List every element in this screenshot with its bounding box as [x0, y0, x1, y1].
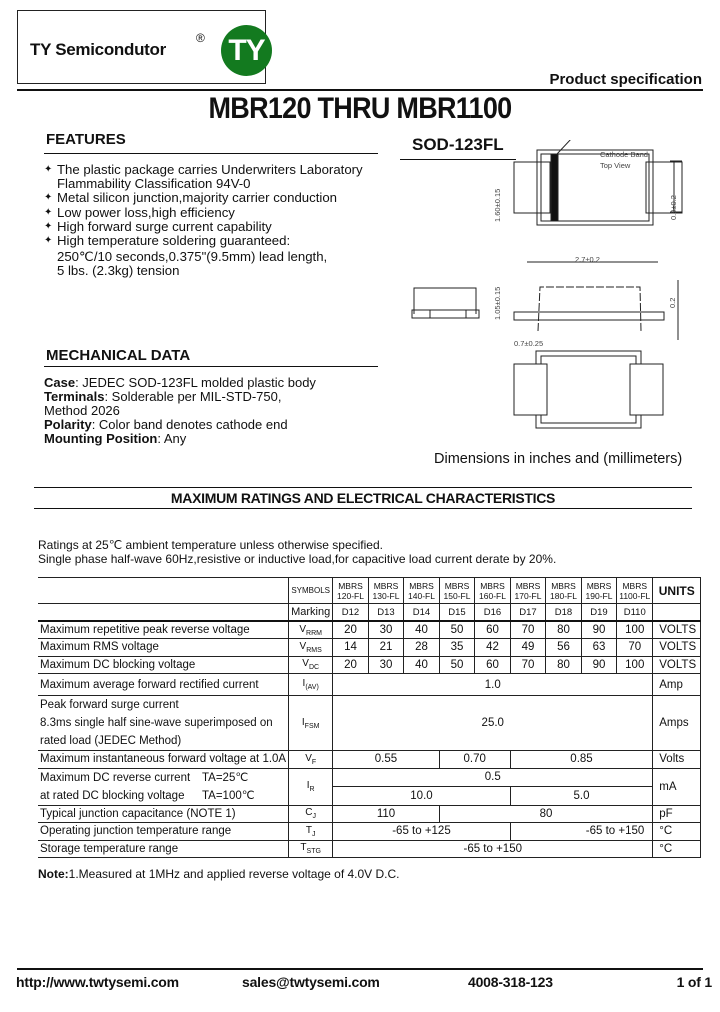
feature-item: ✦ Metal silicon junction,majority carrier conduction	[44, 190, 337, 206]
table-row-ifsm: Peak forward surge current 8.3ms single half sine-wave superimposed on rated load (JEDEC Method) $I_{FSM}$ 25.0 Amps	[38, 696, 701, 751]
symbol-vrrm: $V_{RRM}$	[289, 621, 333, 639]
bullet-icon: ✦	[44, 206, 53, 218]
marking-code: D16	[475, 604, 511, 622]
marking-code: D15	[439, 604, 475, 622]
table-row-ir-25: Maximum DC reverse current TA=25℃ at rated DC blocking voltage TA=100℃ $I_R$ 0.5 mA	[38, 768, 701, 787]
registered-mark: ®	[196, 31, 205, 45]
body-height-dim: 1.05±0.15	[493, 286, 502, 320]
table-row-ir-100: 10.0 5.0	[38, 787, 701, 806]
lead-width-dim: 0.9±0.2	[669, 195, 678, 220]
bullet-icon: ✦	[44, 235, 53, 247]
features-list	[44, 163, 363, 279]
symbol-iav: $I_{(AV)}$	[289, 674, 333, 696]
marking-code: D110	[617, 604, 653, 622]
ratings-bottom-rule	[34, 508, 692, 509]
mechanical-data	[44, 376, 316, 446]
symbols-header: SYMBOLS	[289, 578, 333, 604]
bullet-icon: ✦	[44, 220, 53, 232]
mech-case: Case: JEDEC SOD-123FL molded plastic body	[44, 375, 316, 390]
cathode-band-label: Cathode Band	[600, 150, 648, 159]
phone-number: 4008-318-123	[468, 974, 553, 990]
table-row-vf: Maximum instantaneous forward voltage at 1.0A $V_F$ 0.55 0.70 0.85 Volts	[38, 751, 701, 769]
dimensions-caption: Dimensions in inches and (millimeters)	[434, 451, 683, 467]
company-name: TY Semicondutor	[30, 40, 166, 59]
package-outline-drawing	[390, 140, 710, 460]
part-header: MBRS 150-FL	[439, 578, 475, 604]
page-number: 1 of 1	[676, 974, 712, 990]
package-name: SOD-123FL	[412, 135, 504, 154]
feature-item: ✦ Low power loss,high efficiency	[44, 204, 235, 220]
website-link[interactable]: http://www.twtysemi.com	[16, 974, 179, 990]
symbol-vrms: $V_{RMS}$	[289, 639, 333, 657]
symbol-cj: $C_J$	[289, 805, 333, 823]
marking-code: D13	[368, 604, 404, 622]
feature-item-cont: 5 lbs. (2.3kg) tension	[57, 263, 180, 279]
lead-length-dim: 0.7±0.25	[514, 339, 544, 348]
bullet-icon: ✦	[44, 192, 53, 204]
table-row-tj: Operating junction temperature range $T_J$ -65 to +125 -65 to +150 °C	[38, 823, 701, 841]
ratings-conditions: Ratings at 25℃ ambient temperature unless otherwise specified. Single phase half-wave 60Hz,resistive or inductive load,for capacitive load current derate by 20%.	[38, 538, 557, 566]
feature-item: ✦ High forward surge current capability	[44, 218, 272, 234]
table-row-vdc: Maximum DC blocking voltage $V_{DC}$ 20 30 40 50 60 70 80 90 100 VOLTS	[38, 656, 701, 674]
symbol-vf: $V_F$	[289, 751, 333, 769]
part-header: MBRS 1100-FL	[617, 578, 653, 604]
marking-row	[38, 604, 701, 622]
table-note: Note:1.Measured at 1MHz and applied reverse voltage of 4.0V D.C.	[38, 867, 400, 881]
ty-logo-icon: TY	[221, 25, 272, 76]
feature-item-cont: 250℃/10 seconds,0.375"(9.5mm) lead length,	[57, 249, 328, 265]
footer-divider	[17, 968, 703, 970]
header-divider	[17, 89, 703, 91]
ratings-heading: MAXIMUM RATINGS AND ELECTRICAL CHARACTERISTICS	[170, 490, 556, 506]
symbol-ir: $I_R$	[289, 768, 333, 805]
top-view-label: Top View	[600, 161, 631, 170]
part-header: MBRS 130-FL	[368, 578, 404, 604]
logo-box	[17, 10, 266, 84]
table-row-iav: Maximum average forward rectified current $I_{(AV)}$ 1.0 Amp	[38, 674, 701, 696]
units-header: UNITS	[653, 578, 701, 604]
marking-code: D17	[510, 604, 546, 622]
table-row-vrrm: Maximum repetitive peak reverse voltage $V_{RRM}$ 20 30 40 50 60 70 80 90 100 VOLTS	[38, 621, 701, 639]
mech-mounting: Mounting Position: Any	[44, 431, 187, 446]
part-header: MBRS 190-FL	[581, 578, 617, 604]
marking-code: D18	[546, 604, 582, 622]
marking-code: D12	[333, 604, 369, 622]
mechanical-rule	[44, 366, 378, 367]
ratings-table	[38, 577, 701, 858]
mech-method: Method 2026	[44, 403, 120, 418]
symbol-tstg: $T_{STG}$	[289, 840, 333, 858]
table-header-row	[38, 578, 701, 604]
features-rule	[44, 153, 378, 154]
mech-polarity: Polarity: Color band denotes cathode end	[44, 417, 288, 432]
mech-terminals: Terminals: Solderable per MIL-STD-750,	[44, 389, 282, 404]
bullet-icon: ✦	[44, 164, 53, 175]
page-title: MBR120 THRU MBR1100	[208, 92, 512, 125]
length-dim: 2.7±0.2	[575, 255, 600, 264]
part-header: MBRS 120-FL	[333, 578, 369, 604]
feature-item-cont: Flammability Classification 94V-0	[57, 176, 251, 192]
email-link[interactable]: sales@twtysemi.com	[242, 974, 380, 990]
product-specification-label: Product specification	[549, 71, 702, 88]
marking-code: D14	[404, 604, 440, 622]
table-row-tstg: Storage temperature range $T_{STG}$ -65 to +150 °C	[38, 840, 701, 858]
symbol-vdc: $V_{DC}$	[289, 656, 333, 674]
part-header: MBRS 160-FL	[475, 578, 511, 604]
marking-label: Marking	[289, 604, 333, 622]
table-row-cj: Typical junction capacitance (NOTE 1) $C_J$ 110 80 pF	[38, 805, 701, 823]
part-header: MBRS 170-FL	[510, 578, 546, 604]
ratings-top-rule	[34, 487, 692, 488]
features-heading: FEATURES	[46, 131, 126, 148]
table-row-vrms: Maximum RMS voltage $V_{RMS}$ 14 21 28 35 42 49 56 63 70 VOLTS	[38, 639, 701, 657]
height-dim: 1.60±0.15	[493, 188, 502, 222]
marking-code: D19	[581, 604, 617, 622]
part-header: MBRS 180-FL	[546, 578, 582, 604]
symbol-ifsm: $I_{FSM}$	[289, 696, 333, 751]
part-header: MBRS 140-FL	[404, 578, 440, 604]
lead-thickness-dim: 0.2	[668, 297, 677, 308]
symbol-tj: $T_J$	[289, 823, 333, 841]
mechanical-heading: MECHANICAL DATA	[46, 347, 191, 364]
feature-item: ✦ The plastic package carries Underwriters Laboratory	[44, 162, 363, 177]
feature-item: ✦ High temperature soldering guaranteed:	[44, 233, 291, 249]
